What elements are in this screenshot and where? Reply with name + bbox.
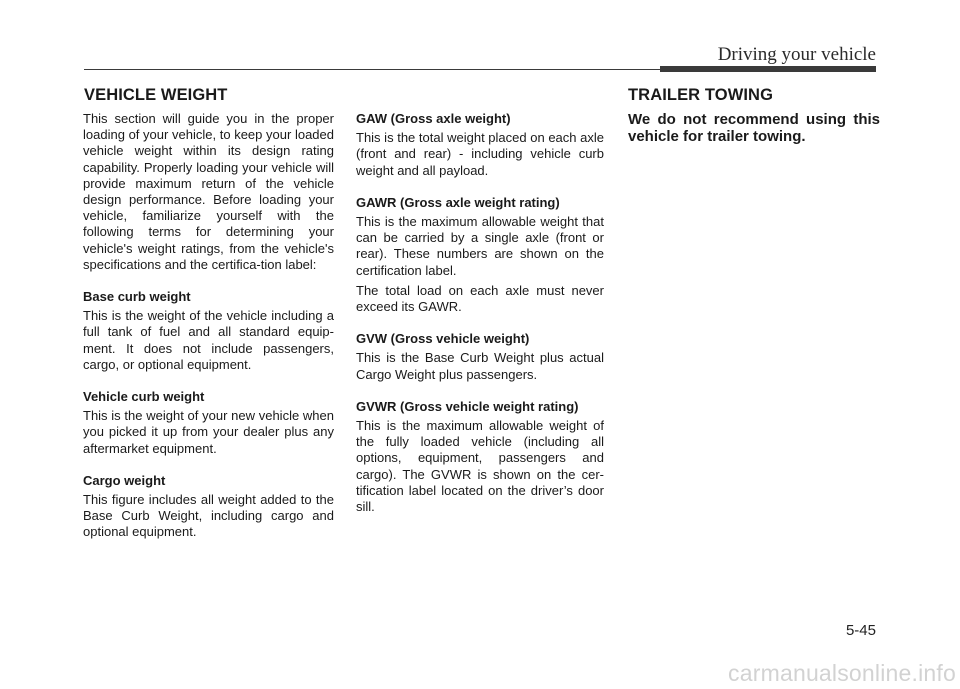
header-rule-thin	[84, 69, 664, 70]
column-left	[83, 111, 334, 541]
chapter-title: Driving your vehicle	[717, 44, 876, 65]
definition-gaw: This is the total weight placed on each axle (front and rear) - including vehicle curb weight and all payload.	[356, 130, 604, 178]
term-gaw: GAW (Gross axle weight)	[356, 111, 511, 126]
term-gvwr: GVWR (Gross vehicle weight rating)	[356, 398, 579, 414]
column-middle	[356, 111, 604, 515]
watermark-text: carmanualsonline.info	[728, 660, 956, 686]
definition-gawr: This is the maximum allowable weight that can be carried by a single axle (front or rear). These numbers are shown on the certification label.	[356, 214, 604, 278]
column-right	[628, 111, 880, 145]
term-gawr: GAWR (Gross axle weight rating)	[356, 194, 560, 210]
definition-gvwr: This is the maximum allowable weight of the fully loaded vehicle (including all options, equipment, passengers and cargo). The GVWR is shown on the cer-tification label located on the driver’s door sill.	[356, 418, 604, 515]
definition-base-curb-weight: This is the weight of the vehicle including a full tank of fuel and all standard equip-ment. It does not include passengers, cargo, or optional equipment.	[83, 308, 334, 372]
trailer-towing-warning: We do not recommend using this vehicle for trailer towing.	[628, 111, 880, 145]
term-base-curb-weight: Base curb weight	[83, 289, 191, 305]
vehicle-weight-heading: VEHICLE WEIGHT	[84, 86, 228, 104]
header-rule-thick	[660, 66, 876, 72]
page-number: 5-45	[845, 622, 876, 639]
trailer-towing-heading: TRAILER TOWING	[628, 86, 774, 104]
definition-vehicle-curb-weight: This is the weight of your new vehicle when you picked it up from your dealer plus any aftermarket equipment.	[83, 408, 334, 456]
term-gvw: GVW (Gross vehicle weight)	[356, 331, 530, 347]
vehicle-weight-intro: This section will guide you in the proper loading of your vehicle, to keep your loaded vehicle weight within its design rating capability. Properly loading your vehicle will provide maximum return of the vehicle design performance. Before loading your vehicle, familiarize yourself with the following terms for determining your vehicle's weight ratings, from the vehicle's specifications and the certifica-tion label:	[83, 111, 334, 272]
gawr-note: The total load on each axle must never exceed its GAWR.	[356, 282, 604, 315]
definition-cargo-weight: This figure includes all weight added to the Base Curb Weight, including cargo and optional equipment.	[83, 492, 334, 540]
definition-gvw: This is the Base Curb Weight plus actual Cargo Weight plus passengers.	[356, 350, 604, 382]
term-cargo-weight: Cargo weight	[83, 472, 166, 488]
term-vehicle-curb-weight: Vehicle curb weight	[83, 389, 205, 405]
